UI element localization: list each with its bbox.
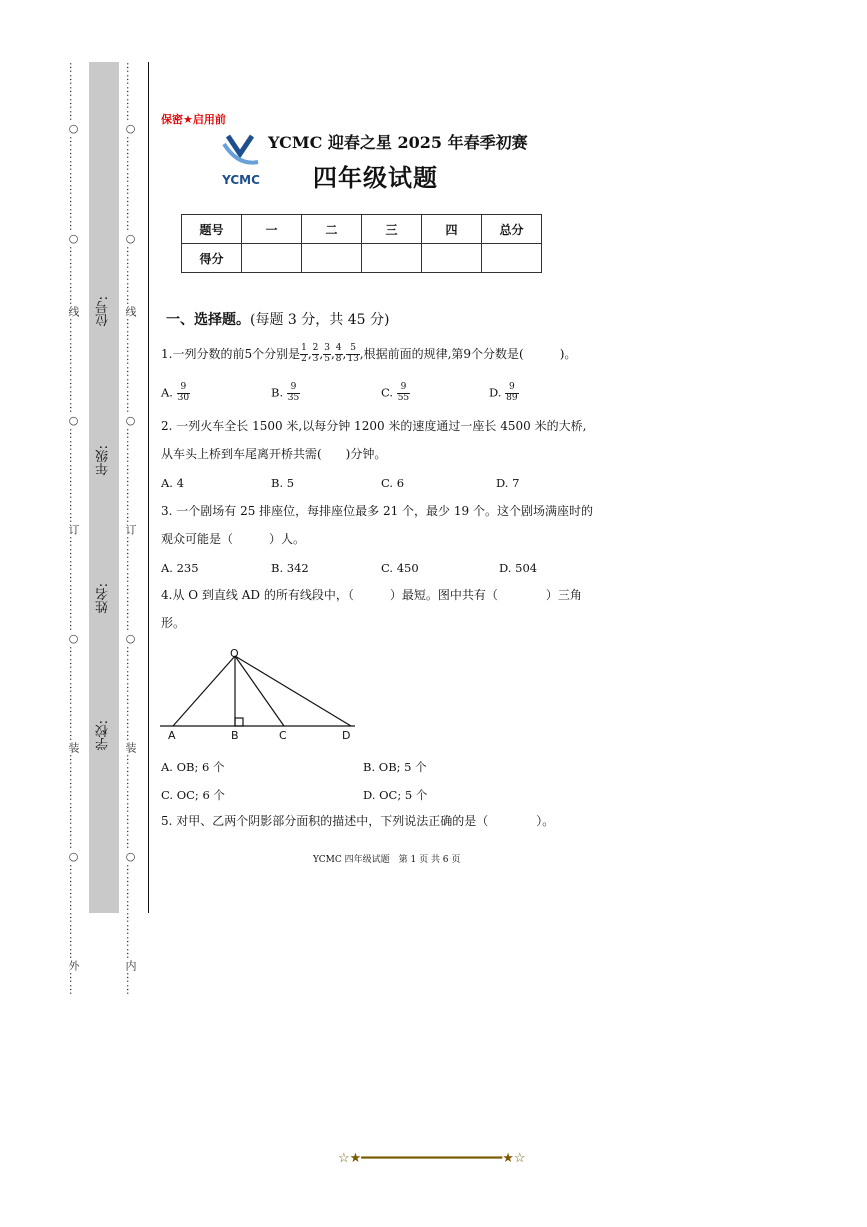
question-4-line-2: 形。 (161, 616, 186, 630)
field-seat-number: 位号: (96, 296, 111, 327)
label-c: C (279, 729, 287, 742)
logo-text: YCMC (222, 173, 260, 187)
field-name: 姓名: (96, 583, 111, 614)
bottom-decoration: ☆★━━━━━━━━━━━━━━━━━━★☆ (338, 1151, 526, 1166)
question-3-line-2: 观众可能是（ ）人。 (161, 532, 306, 546)
option-b[interactable]: B. 342 (271, 561, 309, 575)
label-d: D (342, 729, 351, 742)
table-cell: 得分 (182, 244, 242, 273)
option-d[interactable]: D. 7 (496, 476, 520, 490)
fraction: $\frac{5}{13}$ (347, 343, 359, 364)
option-d[interactable]: D. $\frac{9}{89}$ (489, 382, 518, 403)
fraction: $\frac{1}{2}$ (301, 343, 307, 364)
score-cell[interactable] (362, 244, 422, 273)
section-title: 一、选择题。 (166, 312, 250, 328)
score-cell[interactable] (482, 244, 542, 273)
question-3-line-1: 3. 一个剧场有 25 排座位，每排座位最多 21 个，最少 19 个。这个剧场满座时的 (161, 504, 593, 518)
option-b[interactable]: B. $\frac{9}{35}$ (271, 382, 300, 403)
section-heading (166, 309, 389, 329)
label-o: O (230, 647, 239, 660)
fraction: $\frac{4}{8}$ (335, 343, 342, 364)
option-b[interactable]: B. 5 (271, 476, 295, 490)
field-grade: 年级: (96, 445, 111, 476)
student-info-band (89, 62, 119, 913)
score-cell[interactable] (422, 244, 482, 273)
question-2-line-2: 从车头上桥到车尾离开桥共需( )分钟。 (161, 447, 387, 461)
table-cell: 题号 (182, 215, 242, 244)
score-table-score-row (182, 244, 542, 273)
option-c[interactable]: C. OC; 6 个 (161, 788, 225, 802)
question-2-line-1: 2. 一列火车全长 1500 米,以每分钟 1200 米的速度通过一座长 4500 米的大桥, (161, 419, 587, 433)
option-c[interactable]: C. $\frac{9}{55}$ (381, 382, 410, 403)
triangle-figure (158, 644, 363, 744)
option-b[interactable]: B. OB; 5 个 (363, 760, 427, 774)
label-a: A (168, 729, 176, 742)
fraction: $\frac{3}{5}$ (324, 343, 330, 364)
option-c[interactable]: C. 450 (381, 561, 419, 575)
table-cell: 二 (302, 215, 362, 244)
option-a[interactable]: A. $\frac{9}{30}$ (161, 382, 190, 403)
page-footer: YCMC 四年级试题 第 1 页 共 6 页 (313, 855, 461, 865)
inner-dotted-line: ……………○……………………○……………线……………………○……………………订……………………○……………………装……………………○……………………内…… (124, 62, 137, 996)
option-d[interactable]: D. 504 (499, 561, 538, 575)
option-d[interactable]: D. OC; 5 个 (363, 788, 428, 802)
option-a[interactable]: A. 4 (161, 476, 184, 490)
section-note: (每题 3 分，共 45 分) (250, 312, 390, 328)
outer-dotted-line: ……………○……………………○……………线……………………○……………………订……………………○……………………装……………………○……………………外…… (67, 62, 80, 996)
score-cell[interactable] (242, 244, 302, 273)
option-a[interactable]: A. 235 (161, 561, 199, 575)
score-cell[interactable] (302, 244, 362, 273)
table-cell: 四 (422, 215, 482, 244)
confidential-label: 保密★启用前 (161, 113, 226, 126)
option-c[interactable]: C. 6 (381, 476, 405, 490)
option-a[interactable]: A. OB; 6 个 (161, 760, 225, 774)
score-table (181, 214, 542, 273)
question-4-line-1: 4.从 O 到直线 AD 的所有线段中，（ ）最短。图中共有（ ）三角 (161, 588, 582, 602)
label-b: B (231, 729, 239, 742)
table-cell: 三 (362, 215, 422, 244)
question-5-line-1: 5. 对甲、乙两个阴影部分面积的描述中，下列说法正确的是（ ）。 (161, 814, 555, 828)
table-cell: 总分 (482, 215, 542, 244)
exam-subtitle: 四年级试题 (313, 163, 438, 192)
question-text: 1.一列分数的前5个分别是 (161, 346, 301, 361)
ycmc-logo (218, 132, 264, 188)
fraction: $\frac{2}{3}$ (312, 343, 319, 364)
field-school: 学校: (96, 720, 111, 751)
question-text: ,根据前面的规律,第9个分数是( )。 (359, 346, 577, 361)
exam-title: YCMC 迎春之星 2025 年春季初赛 (268, 133, 528, 152)
binding-line (148, 62, 149, 913)
question-1: 1.一列分数的前5个分别是 $\frac{1}{2}$ , $\frac{2}{3}$ , $\frac{3}{5}$ , $\frac{4}{8}$ , $\frac{5}{13}$ ,根据前面的规律,第9个分数是( )。 (161, 343, 577, 364)
score-table-header-row (182, 215, 542, 244)
table-cell: 一 (242, 215, 302, 244)
